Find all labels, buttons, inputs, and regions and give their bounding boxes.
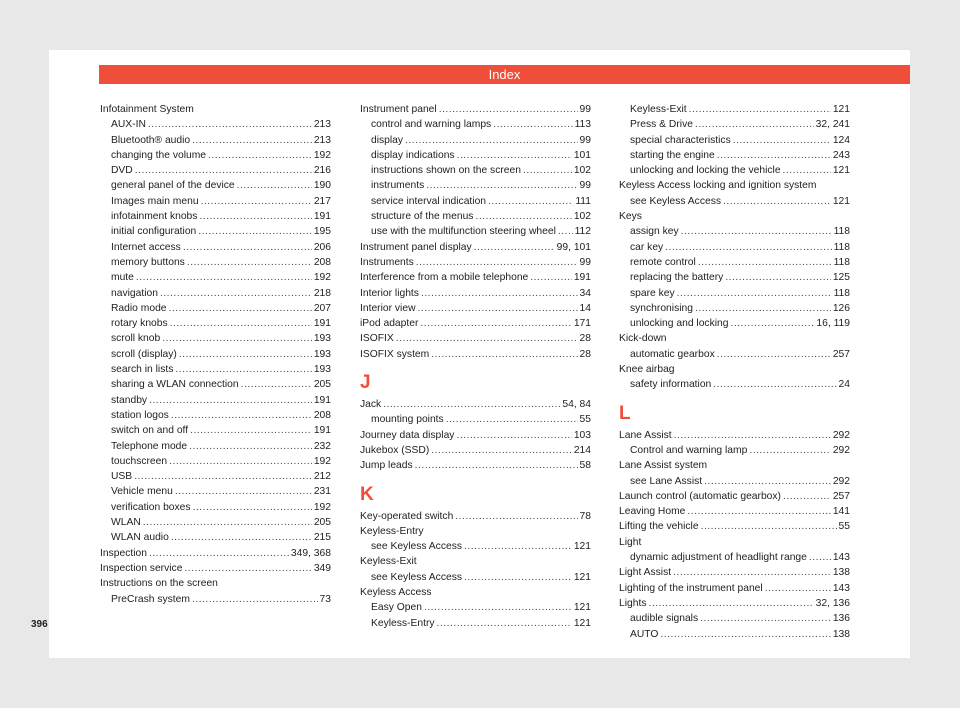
index-heading: Kick-down [619, 333, 667, 345]
index-subentry: spare key ..... 118 [619, 286, 850, 301]
index-subentry: USB ..... 212 [100, 469, 331, 484]
index-entry: Instrument panel display ..... 99, 101 [360, 240, 591, 255]
index-entry: Jack ..... 54, 84 [360, 397, 591, 412]
index-heading: Keyless-Entry [360, 525, 424, 537]
index-subentry: see Keyless Access ..... 121 [360, 539, 591, 554]
page-number: 396 [31, 619, 48, 630]
index-subentry: see Lane Assist ..... 292 [619, 474, 850, 489]
index-heading: Keys [619, 211, 642, 223]
index-subentry: Internet access ..... 206 [100, 240, 331, 255]
index-subentry: touchscreen ..... 192 [100, 454, 331, 469]
index-subentry: AUTO ..... 138 [619, 627, 850, 642]
index-entry: Interior lights ..... 34 [360, 286, 591, 301]
index-entry: ISOFIX system ..... 28 [360, 347, 591, 362]
index-subentry: remote control ..... 118 [619, 255, 850, 270]
index-subentry: audible signals ..... 136 [619, 611, 850, 626]
index-entry: Key-operated switch ..... 78 [360, 509, 591, 524]
index-subentry: dynamic adjustment of headlight range ..... 143 [619, 550, 850, 565]
index-subentry: synchronising ..... 126 [619, 301, 850, 316]
index-banner: Index [99, 65, 910, 84]
index-subentry: scroll (display) ..... 193 [100, 347, 331, 362]
index-subentry: PreCrash system ..... 73 [100, 592, 331, 607]
index-subentry: Press & Drive ..... 32, 241 [619, 117, 850, 132]
index-column-2 [360, 102, 591, 631]
index-entry: Lifting the vehicle ..... 55 [619, 519, 850, 534]
index-subentry: Easy Open ..... 121 [360, 600, 591, 615]
index-subentry: use with the multifunction steering wheel ..... 112 [360, 224, 591, 239]
index-subentry: Keyless-Exit ..... 121 [619, 102, 850, 117]
index-subentry: Images main menu ..... 217 [100, 194, 331, 209]
section-letter-k: K [360, 483, 374, 505]
index-entry: Leaving Home ..... 141 [619, 504, 850, 519]
index-subentry: verification boxes ..... 192 [100, 500, 331, 515]
index-subentry: AUX-IN ..... 213 [100, 117, 331, 132]
index-subentry: instructions shown on the screen ..... 102 [360, 163, 591, 178]
index-heading: Keyless-Exit [360, 556, 417, 568]
index-subentry: sharing a WLAN connection ..... 205 [100, 377, 331, 392]
index-page [49, 50, 910, 658]
index-subentry: Vehicle menu ..... 231 [100, 484, 331, 499]
index-entry: Launch control (automatic gearbox) ..... 257 [619, 489, 850, 504]
index-subentry: Bluetooth® audio ..... 213 [100, 133, 331, 148]
index-heading: Keyless Access locking and ignition system [619, 180, 817, 192]
index-subentry: safety information ..... 24 [619, 377, 850, 392]
index-subentry: changing the volume ..... 192 [100, 148, 331, 163]
index-heading: Lane Assist system [619, 460, 708, 472]
section-letter-j: J [360, 372, 371, 394]
index-entry: Lane Assist ..... 292 [619, 428, 850, 443]
index-subentry: see Keyless Access ..... 121 [360, 570, 591, 585]
index-subentry: initial configuration ..... 195 [100, 224, 331, 239]
index-subentry: assign key ..... 118 [619, 224, 850, 239]
index-subentry: control and warning lamps ..... 113 [360, 117, 591, 132]
index-subentry: unlocking and locking ..... 16, 119 [619, 316, 850, 331]
index-subentry: Radio mode ..... 207 [100, 301, 331, 316]
index-subentry: switch on and off ..... 191 [100, 423, 331, 438]
index-subentry: display ..... 99 [360, 133, 591, 148]
index-subentry: rotary knobs ..... 191 [100, 316, 331, 331]
index-subentry: Control and warning lamp ..... 292 [619, 443, 850, 458]
index-subentry: general panel of the device ..... 190 [100, 178, 331, 193]
index-subentry: starting the engine ..... 243 [619, 148, 850, 163]
index-column-3 [619, 102, 850, 642]
index-entry: Lights ..... 32, 136 [619, 596, 850, 611]
index-subentry: mute ..... 192 [100, 270, 331, 285]
index-subentry: infotainment knobs ..... 191 [100, 209, 331, 224]
index-entry: Inspection service ..... 349 [100, 561, 331, 576]
index-subentry: car key ..... 118 [619, 240, 850, 255]
index-entry: Interior view ..... 14 [360, 301, 591, 316]
index-subentry: structure of the menus ..... 102 [360, 209, 591, 224]
index-entry: Interference from a mobile telephone ..... 191 [360, 270, 591, 285]
index-column-1 [100, 102, 331, 607]
index-entry: Journey data display ..... 103 [360, 428, 591, 443]
index-subentry: Telephone mode ..... 232 [100, 439, 331, 454]
index-heading: Keyless Access [360, 587, 432, 599]
index-subentry: unlocking and locking the vehicle ..... 121 [619, 163, 850, 178]
index-subentry: Keyless-Entry ..... 121 [360, 616, 591, 631]
index-entry: Lighting of the instrument panel ..... 143 [619, 581, 850, 596]
index-heading: Knee airbag [619, 364, 675, 376]
index-subentry: display indications ..... 101 [360, 148, 591, 163]
index-entry: Light Assist ..... 138 [619, 565, 850, 580]
index-subentry: special characteristics ..... 124 [619, 133, 850, 148]
index-entry: Jukebox (SSD) ..... 214 [360, 443, 591, 458]
index-subentry: memory buttons ..... 208 [100, 255, 331, 270]
index-entry: Instruments ..... 99 [360, 255, 591, 270]
index-subentry: automatic gearbox ..... 257 [619, 347, 850, 362]
index-subentry: scroll knob ..... 193 [100, 331, 331, 346]
index-entry: Jump leads ..... 58 [360, 458, 591, 473]
index-entry: Instrument panel ..... 99 [360, 102, 591, 117]
index-subentry: station logos ..... 208 [100, 408, 331, 423]
index-entry: iPod adapter ..... 171 [360, 316, 591, 331]
index-subentry: standby ..... 191 [100, 393, 331, 408]
index-entry: ISOFIX ..... 28 [360, 331, 591, 346]
index-subentry: search in lists ..... 193 [100, 362, 331, 377]
index-subentry: navigation ..... 218 [100, 286, 331, 301]
index-heading: Infotainment System [100, 104, 194, 115]
index-subentry: service interval indication ..... 111 [360, 194, 591, 209]
index-subentry: instruments ..... 99 [360, 178, 591, 193]
index-subentry: see Keyless Access ..... 121 [619, 194, 850, 209]
section-letter-l: L [619, 402, 631, 424]
index-subentry: replacing the battery ..... 125 [619, 270, 850, 285]
index-entry: Inspection ..... 349, 368 [100, 546, 331, 561]
index-heading: Light [619, 536, 642, 548]
index-subentry: DVD ..... 216 [100, 163, 331, 178]
index-heading: Instructions on the screen [100, 578, 218, 590]
index-subentry: WLAN audio ..... 215 [100, 530, 331, 545]
index-subentry: WLAN ..... 205 [100, 515, 331, 530]
index-subentry: mounting points ..... 55 [360, 412, 591, 427]
